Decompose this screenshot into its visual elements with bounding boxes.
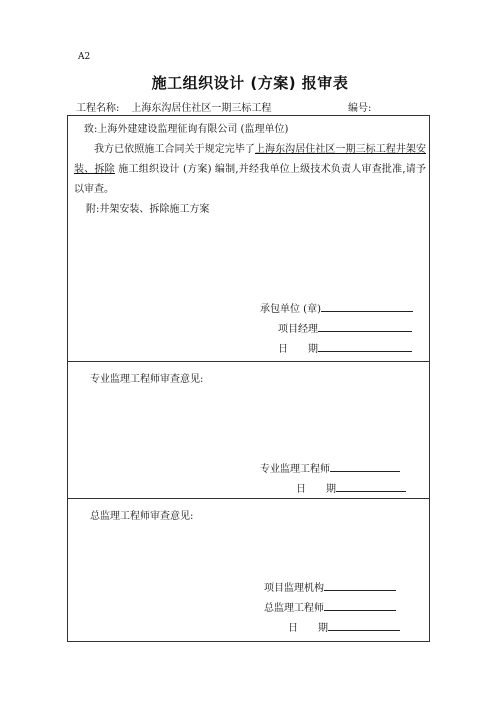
body-suffix: 施工组织设计 (方案) 编制,并经我单位上级技术负责人审查批准,请予以审查。 — [74, 164, 427, 195]
date-line-3[interactable] — [328, 619, 400, 631]
org-line[interactable] — [324, 579, 396, 591]
date-line-2[interactable] — [336, 480, 406, 492]
engineer-signature-row — [260, 460, 400, 477]
addressee: 致:上海外建建设监理征询有限公司 (监理单位) — [84, 124, 289, 135]
document-title: 施工组织设计 (方案) 报审表 — [151, 74, 349, 92]
number-label: 编号: — [348, 103, 372, 114]
engineer-review-title: 专业监理工程师审查意见: — [90, 374, 204, 385]
date-label-3: 日 期 — [288, 623, 328, 634]
body-project-underlined: 上海东沟居住社区一期三标工程井架安装、拆除 — [74, 144, 426, 175]
engineer-line[interactable] — [330, 460, 400, 472]
date-line-1[interactable] — [318, 340, 412, 352]
approval-form-table — [67, 115, 430, 642]
project-info — [76, 99, 271, 114]
chief-label: 总监理工程师 — [264, 603, 324, 614]
chief-line[interactable] — [324, 599, 396, 611]
body-prefix: 我方已依照施工合同关于规定完毕了 — [94, 144, 255, 155]
chief-review-section — [68, 499, 429, 641]
contractor-signature-row — [260, 300, 413, 317]
engineer-review-section — [68, 362, 429, 499]
chief-signature-row — [264, 599, 396, 616]
project-label: 工程名称: — [76, 103, 120, 114]
date-row-1 — [278, 340, 412, 357]
form-code: A2 — [78, 52, 91, 62]
contractor-label: 承包单位 (章) — [260, 304, 321, 315]
pm-label: 项目经理 — [278, 324, 318, 335]
engineer-label: 专业监理工程师 — [260, 464, 330, 475]
date-label-1: 日 期 — [278, 344, 318, 355]
chief-review-title: 总监理工程师审查意见: — [90, 511, 194, 522]
date-row-3 — [288, 619, 400, 636]
pm-line[interactable] — [318, 320, 412, 332]
submission-body — [74, 140, 426, 200]
attachment-note: 附:井架安装、拆除施工方案 — [86, 204, 210, 215]
org-label: 项目监理机构 — [264, 583, 324, 594]
contractor-line[interactable] — [321, 300, 413, 312]
date-row-2 — [296, 480, 406, 497]
date-label-2: 日 期 — [296, 484, 336, 495]
org-signature-row — [264, 579, 396, 596]
submission-section — [68, 116, 429, 362]
pm-signature-row — [278, 320, 412, 337]
project-name: 上海东沟居住社区一期三标工程 — [131, 103, 272, 114]
